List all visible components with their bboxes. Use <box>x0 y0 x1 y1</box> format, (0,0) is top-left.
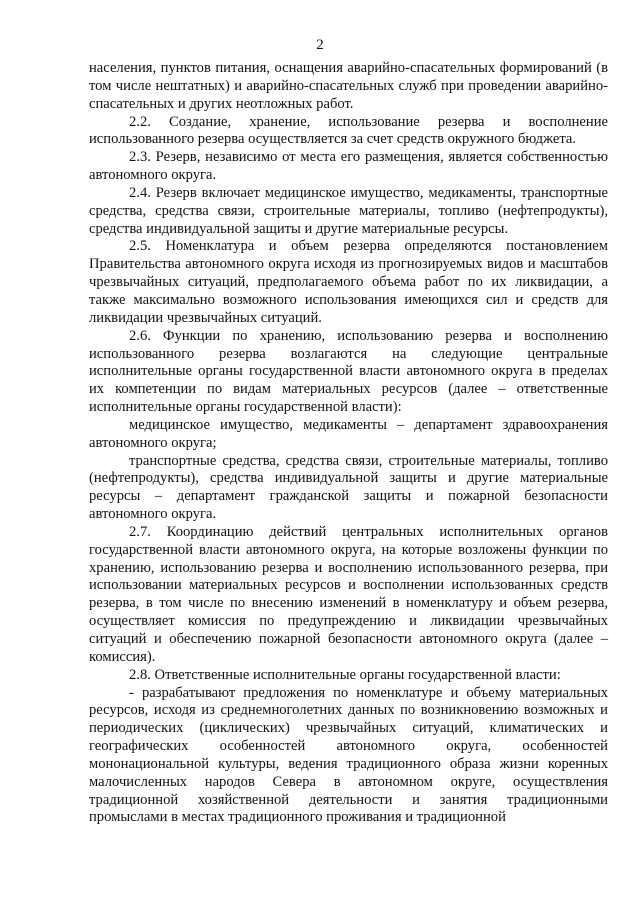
paragraph-2-8: 2.8. Ответственные исполнительные органы государственной власти: <box>129 666 561 683</box>
paragraph-2-6: 2.6. Функции по хранению, использованию резерва и восполнению использованного резерва возлагаются на следующие центральные исполнительные органы государственной власти автономного округа в пределах их компетенции по видам материальных ресурсов (далее – ответственные исполнительные органы государственной власти): <box>89 327 608 416</box>
paragraph-2-2: 2.2. Создание, хранение, использование резерва и восполнение использованного резерва осуществляется за счет средств окружного бюджета. <box>89 113 608 148</box>
paragraph-2-7: 2.7. Координацию действий центральных исполнительных органов государственной власти автономного округа, на которые возложены функции по хранению, использованию резерва и восполнению использованного резерва, при использовании материальных ресурсов и восполнении использованных средств резерва, в том числе по внесению изменений в номенклатуру и объем резерва, осуществляет комиссия по предупреждению и ликвидации чрезвычайных ситуаций и обеспечению пожарной безопасности автономного округа (далее – комиссия). <box>89 523 608 665</box>
page-number: 2 <box>316 37 324 53</box>
paragraph-2-3: 2.3. Резерв, независимо от места его размещения, является собственностью автономного округа. <box>89 149 608 184</box>
document-body <box>89 60 608 827</box>
paragraph-2-6-medical: медицинское имущество, медикаменты – департамент здравоохранения автономного округа; <box>89 416 608 451</box>
paragraph-2-6-transport: транспортные средства, средства связи, строительные материалы, топливо (нефтепродукты), средства индивидуальной защиты и другие материальные ресурсы – департамент гражданской защиты и пожарной безопасности автономного округа. <box>89 452 608 523</box>
paragraph-2-5: 2.5. Номенклатура и объем резерва определяются постановлением Правительства автономного округа исходя из прогнозируемых видов и масштабов чрезвычайных ситуаций, предполагаемого объема работ по их ликвидации, а также максимально возможного использования имеющихся сил и средств для ликвидации чрезвычайных ситуаций. <box>89 238 608 326</box>
paragraph-continuation: населения, пунктов питания, оснащения аварийно-спасательных формирований (в том числе нештатных) и аварийно-спасательных служб при проведении аварийно-спасательных и других неотложных работ. <box>89 60 608 112</box>
paragraph-2-4: 2.4. Резерв включает медицинское имущество, медикаменты, транспортные средства, средства связи, строительные материалы, топливо (нефтепродукты), средства индивидуальной защиты и другие материальные ресурсы. <box>89 184 608 237</box>
paragraph-2-8-item-proposals: - разрабатывают предложения по номенклатуре и объему материальных ресурсов, исходя из среднемноголетних данных по возникновению возможных и периодических (циклических) чрезвычайных ситуаций, климатических и географических особенностей автономного округа, особенностей мононациональной культуры, ведения традиционного образа жизни коренных малочисленных народов Севера в автономном округе, осуществления традиционной хозяйственной деятельности и занятия традиционными промыслами в местах традиционного проживания и традиционной <box>89 684 608 826</box>
